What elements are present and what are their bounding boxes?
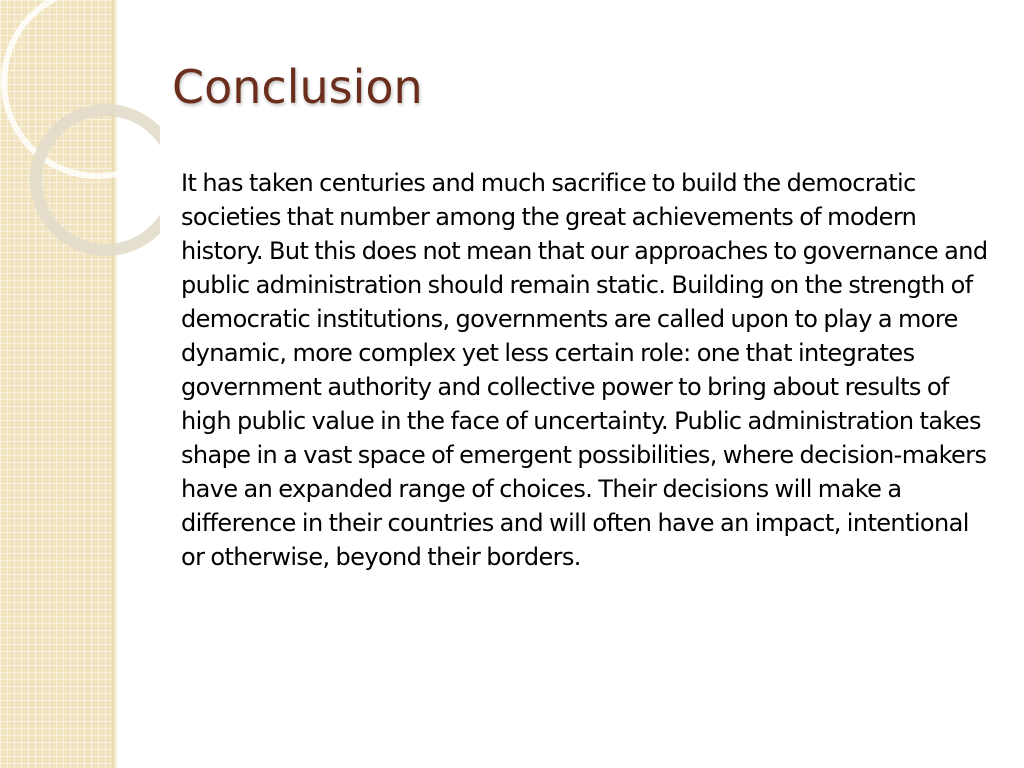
decorative-ring-large — [4, 0, 160, 176]
slide-title: Conclusion — [172, 60, 423, 114]
decorative-circles — [0, 0, 160, 768]
decorative-ring-small — [36, 110, 160, 250]
slide-body-paragraph: It has taken centuries and much sacrifice to build the democratic societies that number among the great achievements of modern history. But this does not mean that our approaches to governance and public administration should remain static. Building on the strength of democratic institutions, governments are called upon to play a more dynamic, more complex yet less certain role: one that integrates government authority and collective power to bring about results of high public value in the face of uncertainty. Public administration takes shape in a vast space of emergent possibilities, where decision-makers have an expanded range of choices. Their decisions will make a difference in their countries and will often have an impact, intentional or otherwise, beyond their borders. — [181, 169, 988, 571]
